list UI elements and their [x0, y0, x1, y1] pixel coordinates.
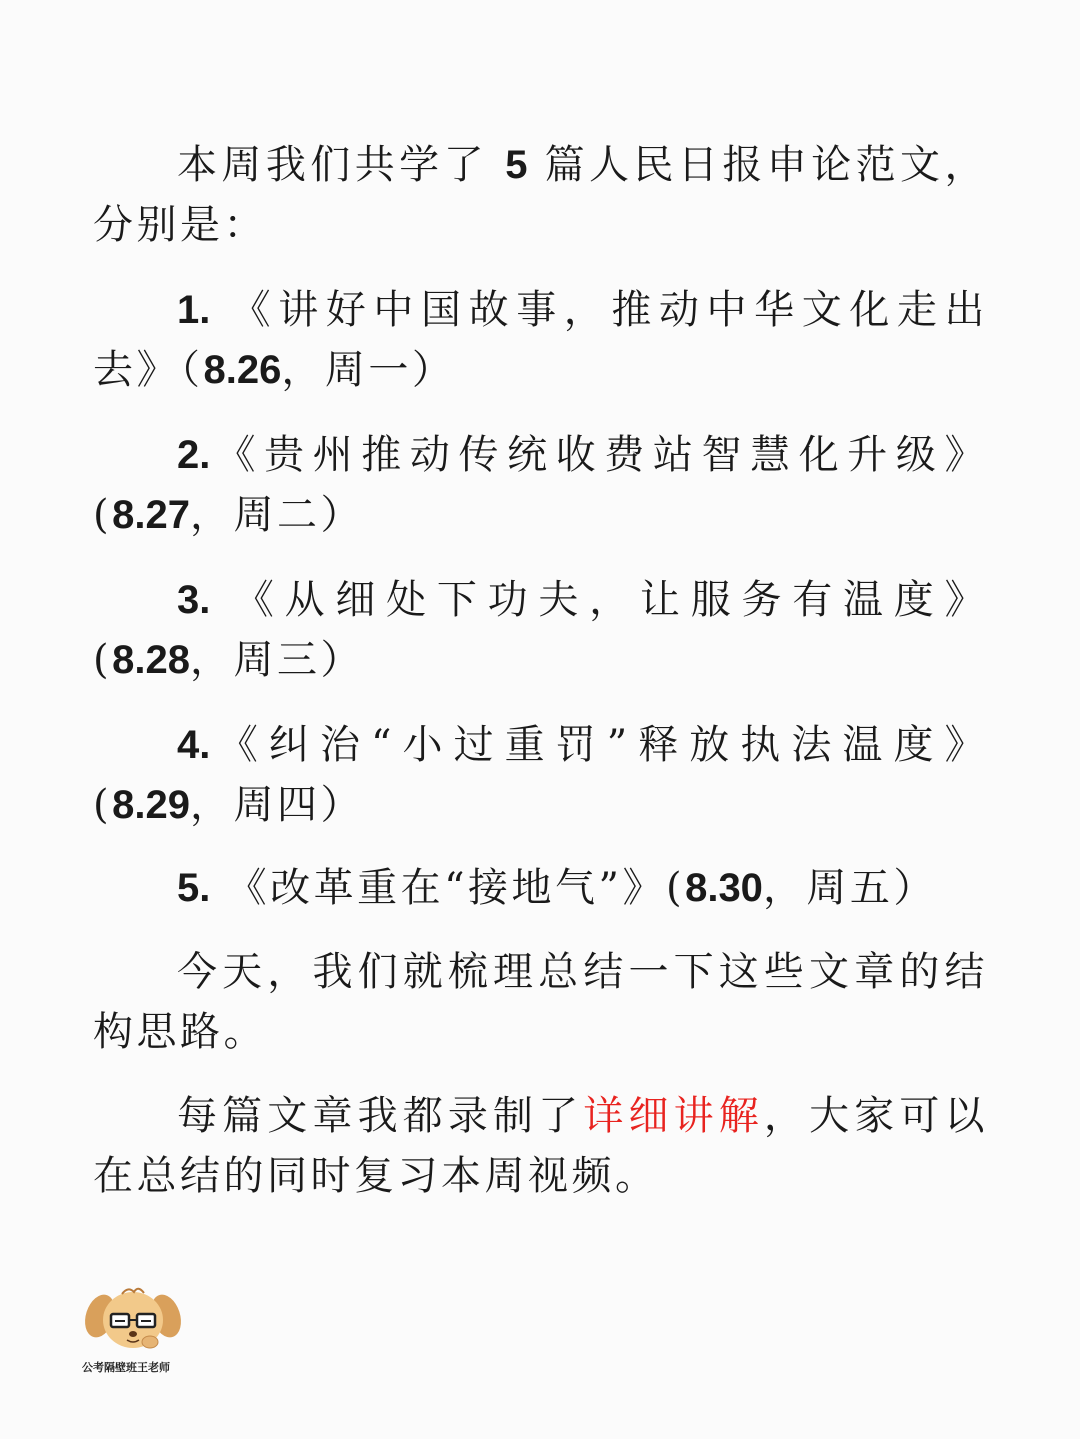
article-number: 3.: [177, 578, 211, 622]
article-title: 《改革重在“接地气”》(: [210, 865, 686, 911]
closing-paragraph: [93, 1086, 988, 1206]
article-date: 8.29: [112, 783, 190, 827]
article-number: 2.: [177, 433, 211, 477]
article-item-5: [93, 858, 988, 918]
article-title: 《从细处下功夫，让服务有温度》(: [93, 577, 988, 683]
article-count: 5: [505, 143, 528, 187]
article-weekday: ，周五）: [762, 865, 937, 911]
author-caption: 公考隔壁班王老师: [82, 1362, 170, 1374]
article-date: 8.27: [112, 493, 190, 537]
article-date: 8.28: [112, 638, 190, 682]
article-weekday: ，周四）: [189, 782, 364, 828]
article-item-1: [93, 280, 988, 400]
article-title: 《纠治“小过重罚”释放执法温度》(: [93, 722, 988, 828]
article-weekday: ，周三）: [189, 637, 364, 683]
article-item-4: [93, 715, 988, 835]
article-date: 8.26: [203, 348, 282, 392]
article-weekday: ，周二）: [189, 492, 364, 538]
closing-text-end: ，大家可以在总结的同时复习本周视频。: [93, 1093, 989, 1199]
article-number: 5.: [177, 866, 211, 910]
article-date: 8.30: [685, 866, 763, 910]
article-title: 《讲好中国故事，推动中华文化走出去》（: [93, 287, 988, 393]
article-number: 1.: [177, 288, 211, 332]
intro-paragraph: [93, 135, 988, 255]
article-title: 《贵州推动传统收费站智慧化升级》(: [93, 432, 988, 538]
article-item-3: [93, 570, 988, 690]
cartoon-dog-with-glasses-icon: [78, 1282, 188, 1352]
closing-text-start: 每篇文章我都录制了: [177, 1093, 584, 1139]
article-number: 4.: [177, 723, 211, 767]
article-weekday: ，周一）: [281, 347, 456, 393]
intro-text-start: 本周我们共学了: [177, 142, 506, 188]
highlight-text: 详细讲解: [583, 1093, 764, 1139]
intro-text-end: 篇人民日报申论范文，分别是：: [93, 142, 988, 248]
summary-paragraph: 今天，我们就梳理总结一下这些文章的结构思路。: [93, 949, 988, 1055]
article-item-2: [93, 425, 988, 545]
